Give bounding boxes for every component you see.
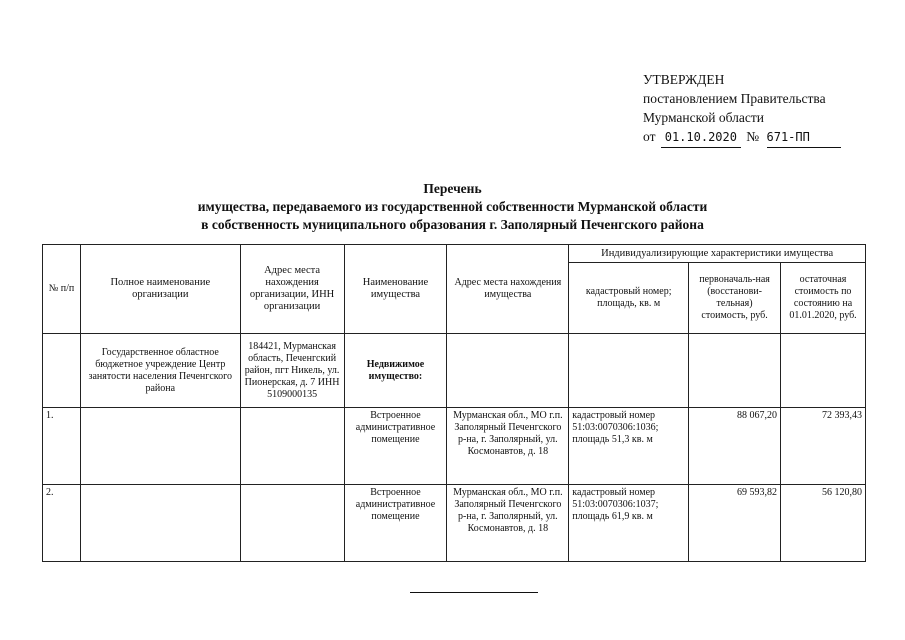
row-initial-cost: 69 593,82 xyxy=(689,485,781,562)
row-empty-cell xyxy=(80,485,240,562)
org-row-name: Государственное областное бюджетное учреждение Центр занятости населения Печенгского района xyxy=(80,334,240,408)
title-line-1: Перечень xyxy=(423,181,482,196)
approval-block xyxy=(643,70,841,148)
row-property-address: Мурманская обл., МО г.п. Заполярный Печенгского р-на, г. Заполярный, ул. Космонавтов, д. 18 xyxy=(447,408,569,485)
row-empty-cell xyxy=(240,485,344,562)
table-row-organization xyxy=(43,334,866,408)
approval-number: 671-ПП xyxy=(767,128,841,148)
row-empty-cell xyxy=(80,408,240,485)
row-cadastral: кадастровый номер 51:03:0070306:1036; площадь 51,3 кв. м xyxy=(569,408,689,485)
footer-divider xyxy=(410,592,538,593)
property-table xyxy=(42,244,866,562)
document-title xyxy=(0,180,905,234)
table-row xyxy=(43,408,866,485)
approval-from-label: от xyxy=(643,129,656,144)
org-row-address: 184421, Мурманская область, Печенгский район, пгт Никель, ул. Пионерская, д. 7 ИНН 5109000135 xyxy=(240,334,344,408)
row-property-name: Встроенное административное помещение xyxy=(344,408,447,485)
org-row-empty-cell xyxy=(689,334,781,408)
row-num: 1. xyxy=(43,408,81,485)
header-cadastral: кадастровый номер; площадь, кв. м xyxy=(569,263,689,334)
title-line-3: в собственность муниципального образования г. Заполярный Печенгского района xyxy=(201,217,704,232)
org-row-empty-cell xyxy=(569,334,689,408)
org-row-num xyxy=(43,334,81,408)
header-characteristics-group: Индивидуализирующие характеристики имущества xyxy=(569,245,866,263)
row-num: 2. xyxy=(43,485,81,562)
table-row xyxy=(43,485,866,562)
row-property-name: Встроенное административное помещение xyxy=(344,485,447,562)
header-org-name: Полное наименование организации xyxy=(80,245,240,334)
header-property-name: Наименование имущества xyxy=(344,245,447,334)
header-property-address: Адрес места нахождения имущества xyxy=(447,245,569,334)
header-org-address: Адрес места нахождения организации, ИНН организации xyxy=(240,245,344,334)
header-initial-cost: первоначаль-ная (восстанови-тельная) стоимость, руб. xyxy=(689,263,781,334)
row-initial-cost: 88 067,20 xyxy=(689,408,781,485)
row-cadastral: кадастровый номер 51:03:0070306:1037; площадь 61,9 кв. м xyxy=(569,485,689,562)
approval-number-sign: № xyxy=(746,129,760,144)
org-row-empty-cell xyxy=(447,334,569,408)
header-residual-cost: остаточная стоимость по состоянию на 01.01.2020, руб. xyxy=(781,263,866,334)
approval-date: 01.10.2020 xyxy=(661,128,741,148)
row-residual-cost: 56 120,80 xyxy=(781,485,866,562)
row-property-address: Мурманская обл., МО г.п. Заполярный Печенгского р-на, г. Заполярный, ул. Космонавтов, д. 18 xyxy=(447,485,569,562)
approval-resolution-text: постановлением Правительства xyxy=(643,91,826,106)
org-row-property-type: Недвижимое имущество: xyxy=(344,334,447,408)
approval-region-text: Мурманской области xyxy=(643,110,764,125)
approval-heading: УТВЕРЖДЕН xyxy=(643,72,725,87)
header-num: № п/п xyxy=(43,245,81,334)
approval-date-line xyxy=(643,127,841,148)
title-line-2: имущества, передаваемого из государственной собственности Мурманской области xyxy=(197,199,708,214)
org-row-empty-cell xyxy=(781,334,866,408)
row-residual-cost: 72 393,43 xyxy=(781,408,866,485)
row-empty-cell xyxy=(240,408,344,485)
